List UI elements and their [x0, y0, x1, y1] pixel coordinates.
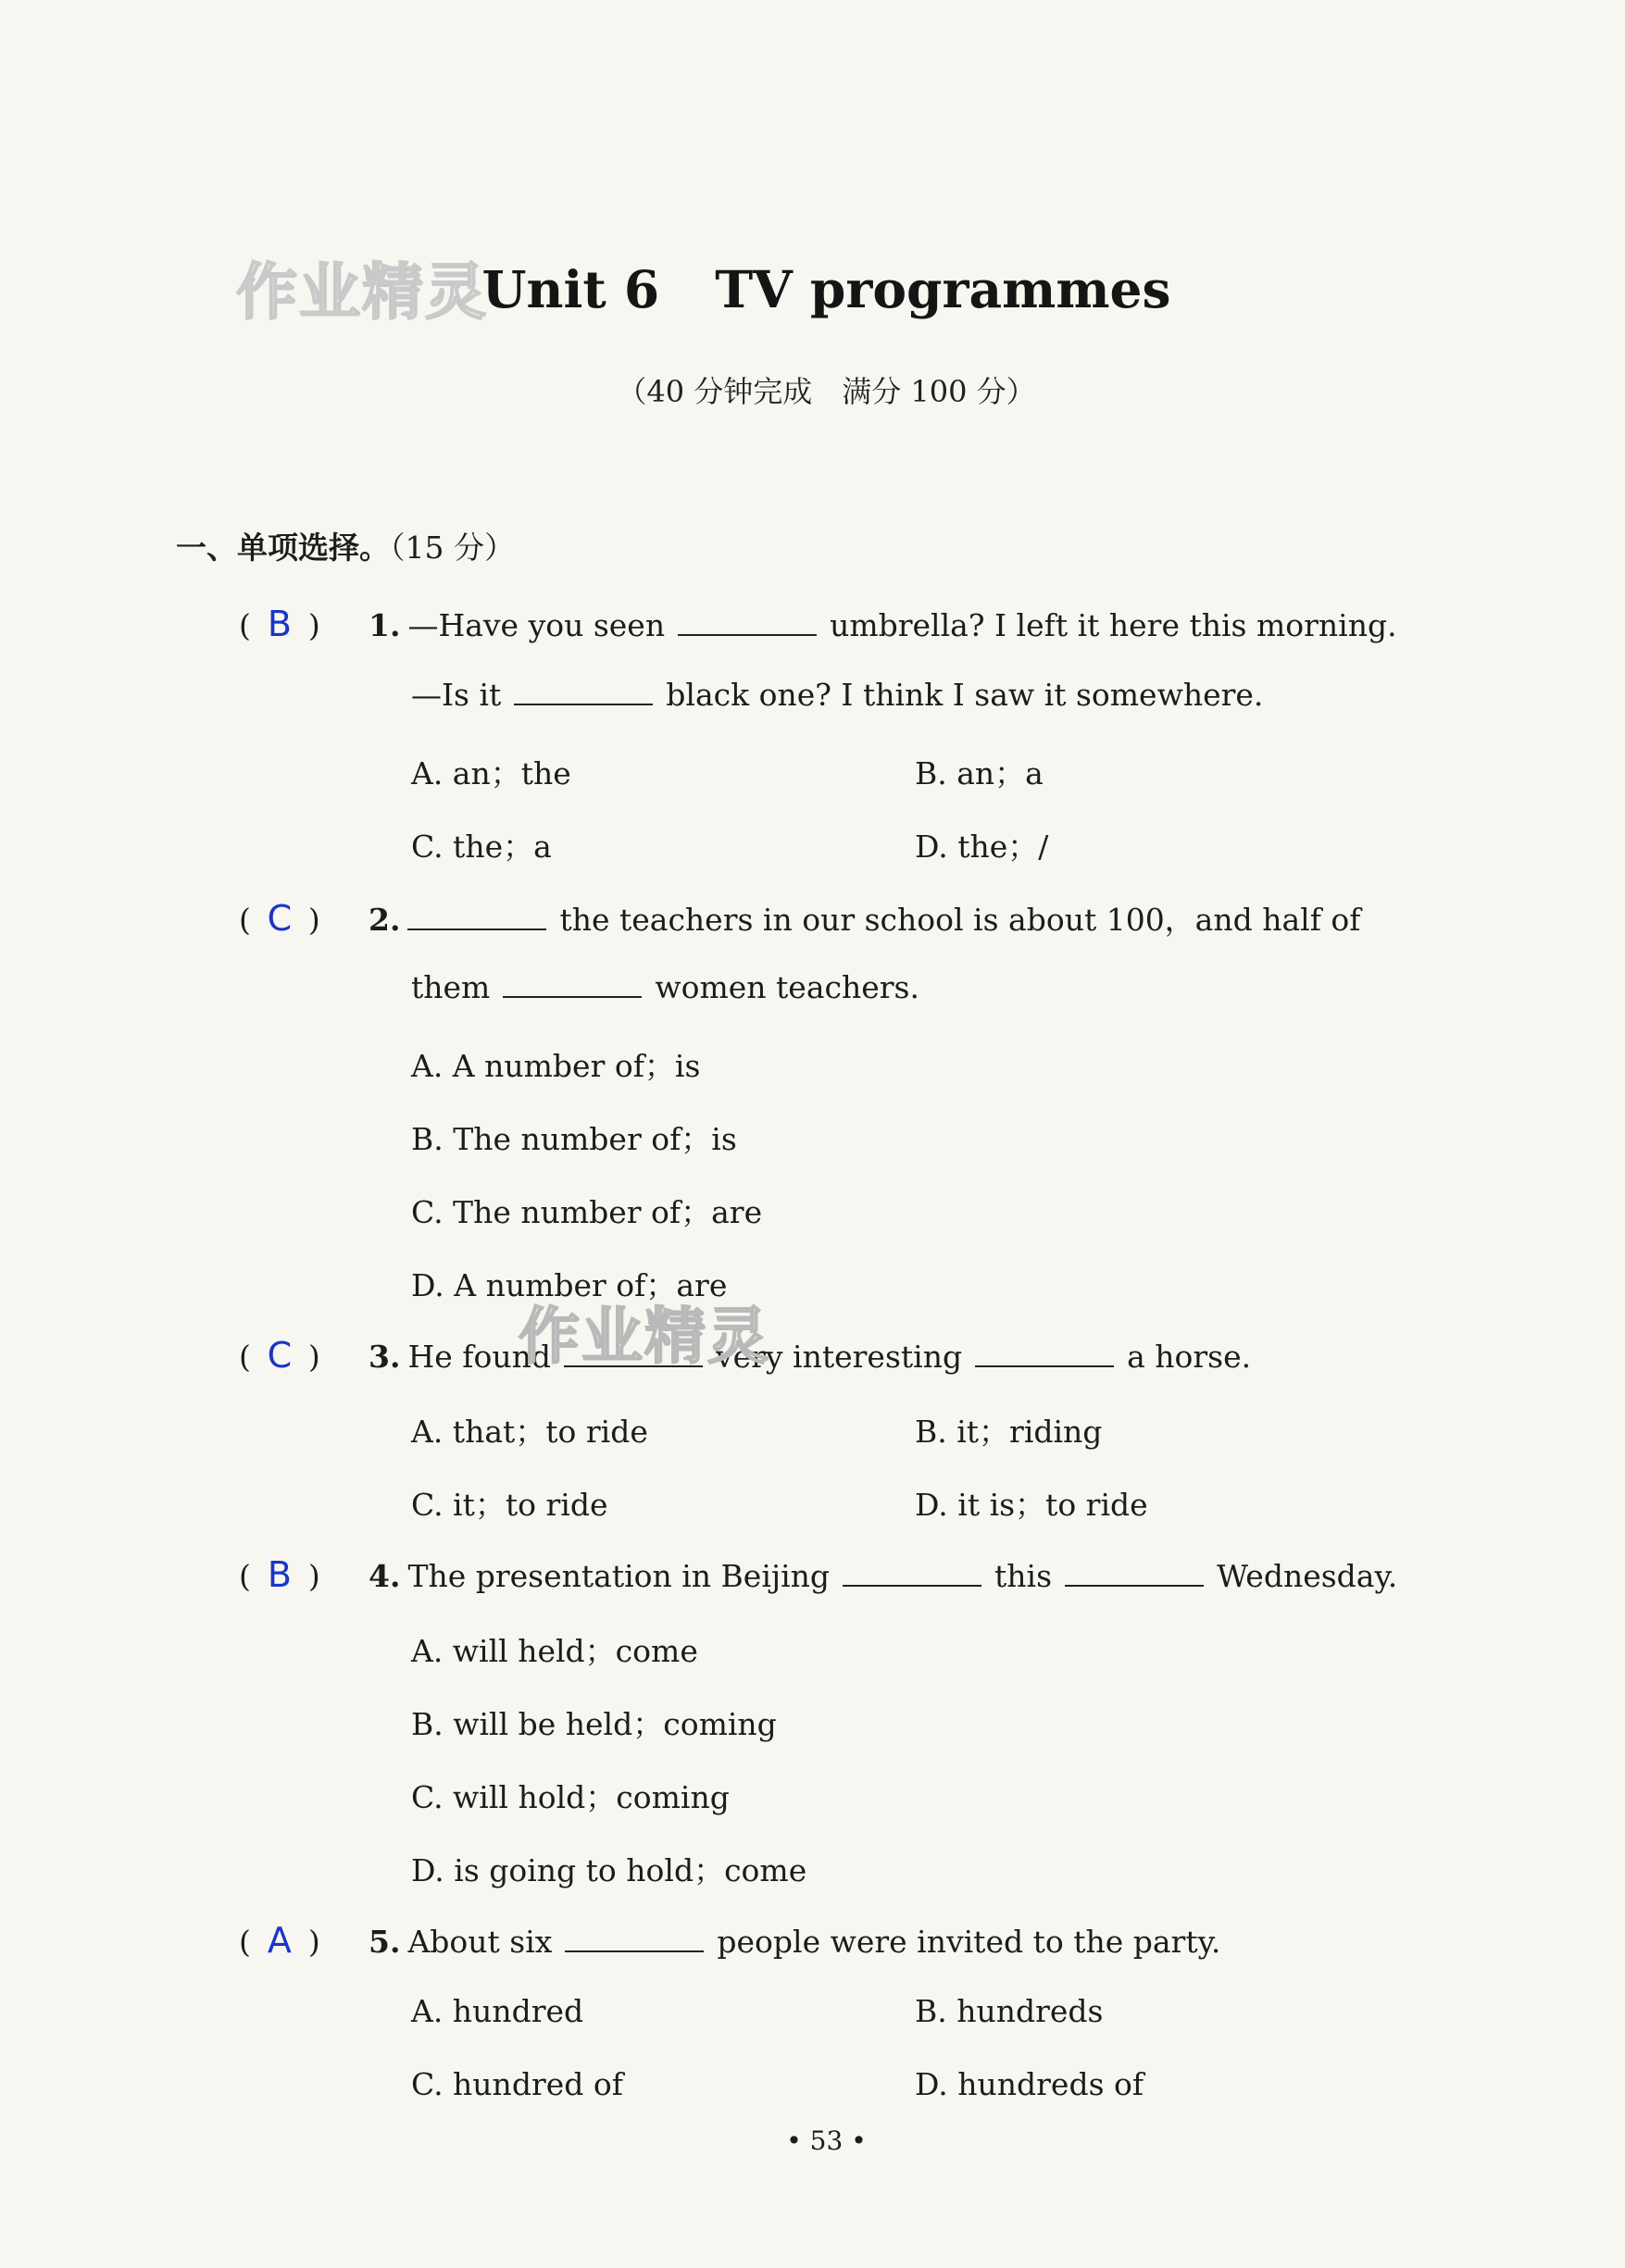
question-number: 4. [369, 1558, 401, 1594]
question-text: Wednesday. [1217, 1558, 1398, 1594]
page-title [0, 259, 1625, 319]
option-d[interactable]: D. is going to hold；come [411, 1852, 807, 1888]
option-b[interactable]: B. hundreds [915, 1993, 1104, 2029]
question-text: —Is it [411, 677, 502, 713]
option-c[interactable]: C. will hold；coming [411, 1779, 730, 1815]
option-b[interactable]: B. will be held；coming [411, 1706, 777, 1742]
answer-paren: ( B ) [239, 604, 320, 644]
question-text: The presentation in Beijing [407, 1558, 831, 1594]
answer-blank[interactable] [407, 903, 546, 930]
watermark-logo: 作业精灵 [236, 256, 488, 328]
answer-mark: C [267, 898, 293, 939]
page-number: • 53 • [786, 2125, 867, 2156]
option-a[interactable]: A. hundred [411, 1993, 584, 2029]
question-text: umbrella? I left it here this morning. [830, 607, 1397, 643]
answer-blank[interactable] [1065, 1559, 1204, 1587]
question-text: —Have you seen [407, 607, 666, 643]
question-text: He found [407, 1339, 551, 1375]
watermark-logo: 作业精灵 [519, 1301, 770, 1372]
option-a[interactable]: A. A number of；is [411, 1048, 701, 1084]
option-c[interactable]: C. hundred of [411, 2066, 623, 2102]
answer-mark: C [267, 1335, 293, 1376]
answer-blank[interactable] [843, 1559, 981, 1587]
answer-mark: A [267, 1920, 292, 1961]
answer-paren: ( B ) [239, 1554, 320, 1595]
question-text: people were invited to the party. [717, 1924, 1221, 1960]
question-text: them [411, 969, 491, 1005]
section-heading [176, 524, 515, 567]
question-2 [239, 896, 1361, 940]
answer-blank[interactable] [514, 678, 653, 705]
time-score-note: （40 分钟完成 满分 100 分） [617, 374, 1036, 409]
question-number: 1. [369, 607, 401, 643]
question-1-line2 [411, 677, 1263, 713]
unit-name: TV programmes [715, 259, 1171, 319]
question-2-line2 [411, 969, 919, 1005]
question-5 [239, 1920, 1220, 1961]
answer-blank[interactable] [975, 1340, 1114, 1367]
option-b[interactable]: B. an；a [915, 755, 1044, 791]
question-text: About six [407, 1924, 553, 1960]
answer-paren: ( C ) [239, 1335, 320, 1376]
section-score: （15 分） [390, 530, 515, 566]
option-b[interactable]: B. it；riding [915, 1414, 1103, 1450]
option-a[interactable]: A. that；to ride [411, 1414, 648, 1450]
option-c[interactable]: C. The number of；are [411, 1194, 763, 1230]
question-number: 5. [369, 1924, 401, 1960]
option-b[interactable]: B. The number of；is [411, 1121, 737, 1157]
question-4 [239, 1554, 1397, 1595]
question-text: this [994, 1558, 1053, 1594]
section-label: 一、单项选择。 [176, 530, 390, 566]
question-text: the teachers in our school is about 100，and half of [559, 902, 1361, 938]
option-d[interactable]: D. it is；to ride [915, 1487, 1148, 1523]
question-text: women teachers. [655, 969, 919, 1005]
unit-label: Unit 6 [481, 259, 660, 319]
question-text: black one? I think I saw it somewhere. [666, 677, 1264, 713]
answer-mark: B [267, 604, 292, 644]
question-number: 2. [369, 902, 401, 938]
option-d[interactable]: D. A number of；are [411, 1267, 728, 1303]
question-text: a horse. [1127, 1339, 1252, 1375]
answer-paren: ( A ) [239, 1920, 320, 1961]
option-c[interactable]: C. the；a [411, 829, 552, 865]
answer-paren: ( C ) [239, 898, 320, 939]
option-a[interactable]: A. will held；come [411, 1633, 698, 1669]
option-c[interactable]: C. it；to ride [411, 1487, 608, 1523]
question-number: 3. [369, 1339, 401, 1375]
answer-mark: B [267, 1554, 292, 1595]
option-a[interactable]: A. an；the [411, 755, 571, 791]
answer-blank[interactable] [678, 608, 817, 636]
question-text: very interesting [715, 1339, 963, 1375]
question-1 [239, 604, 1397, 644]
answer-blank[interactable] [565, 1925, 704, 1952]
option-d[interactable]: D. hundreds of [915, 2066, 1144, 2102]
option-d[interactable]: D. the；/ [915, 829, 1049, 865]
answer-blank[interactable] [503, 970, 642, 998]
